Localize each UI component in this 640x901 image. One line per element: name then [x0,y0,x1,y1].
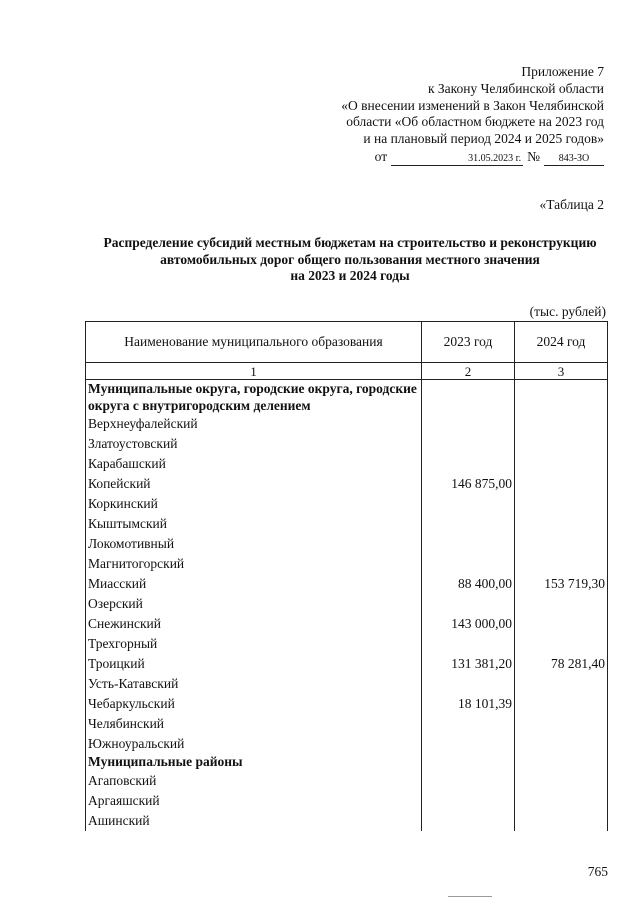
table-cell [422,754,515,771]
municipality-name: Усть-Катавский [86,674,422,694]
table-row [86,654,608,674]
group-heading: Муниципальные районы [86,754,422,771]
header-2024: 2024 год [515,322,608,363]
municipality-name: Снежинский [86,614,422,634]
municipality-name: Трехгорный [86,634,422,654]
table-row [86,534,608,554]
value-2023: 88 400,00 [422,574,515,594]
municipality-name: Озерский [86,594,422,614]
value-2023 [422,634,515,654]
value-2023 [422,811,515,831]
table-row [86,494,608,514]
table-row [86,811,608,831]
table-row [86,454,608,474]
value-2024 [515,771,608,791]
value-2024 [515,694,608,714]
value-2024 [515,474,608,494]
municipality-name: Миасский [86,574,422,594]
value-2023: 18 101,39 [422,694,515,714]
table-label: «Таблица 2 [539,197,604,212]
law-number: 843-ЗО [544,153,604,166]
table-row [86,674,608,694]
value-2024 [515,714,608,734]
value-2024 [515,414,608,434]
value-2023 [422,534,515,554]
number-label: № [527,148,540,164]
value-2024 [515,674,608,694]
municipality-name: Агаповский [86,771,422,791]
municipality-name: Карабашский [86,454,422,474]
value-2023 [422,454,515,474]
value-2024 [515,634,608,654]
document-title [0,235,640,285]
municipality-name: Магнитогорский [86,554,422,574]
municipality-name: Коркинский [86,494,422,514]
value-2023 [422,494,515,514]
table-row [86,714,608,734]
title-line: автомобильных дорог общего пользования местного значения [160,251,540,267]
title-line: Распределение субсидий местным бюджетам на строительство и реконструкцию [103,235,597,250]
value-2023 [422,771,515,791]
group-heading: Муниципальные округа, городские округа, городские округа с внутригородским делением [86,380,422,415]
scan-artifact [448,896,492,897]
column-number: 3 [515,363,608,380]
page-number: 765 [587,864,608,879]
value-2023: 131 381,20 [422,654,515,674]
law-date-number [341,149,604,166]
header-name: Наименование муниципального образования [86,322,422,363]
municipality-name: Челябинский [86,714,422,734]
value-2023 [422,594,515,614]
municipality-name: Кыштымский [86,514,422,534]
value-2024 [515,811,608,831]
municipality-name: Златоустовский [86,434,422,454]
value-2023 [422,554,515,574]
table-row [86,614,608,634]
value-2023 [422,734,515,754]
table-row [86,414,608,434]
table-row [86,634,608,654]
value-2023 [422,514,515,534]
municipality-name: Южноуральский [86,734,422,754]
table-row [86,474,608,494]
table-row [86,734,608,754]
value-2023: 146 875,00 [422,474,515,494]
law-date: 31.05.2023 г. [391,153,523,166]
title-line: на 2023 и 2024 годы [290,268,410,283]
value-2024 [515,514,608,534]
table-row [86,791,608,811]
column-number: 1 [86,363,422,380]
header-line: и на плановый период 2024 и 2025 годов» [363,131,604,147]
units-label: (тыс. рублей) [529,304,606,319]
table-row [86,694,608,714]
subsidy-table [85,321,607,831]
table-row [86,594,608,614]
column-number: 2 [422,363,515,380]
value-2024 [515,494,608,514]
header-line: Приложение 7 [521,64,604,79]
table-cell [515,380,608,415]
header-line: «О внесении изменений в Закон Челябинской [341,97,604,113]
value-2023 [422,674,515,694]
table-cell [515,754,608,771]
value-2024 [515,534,608,554]
value-2024 [515,554,608,574]
table-header-row [86,322,608,363]
header-line: к Закону Челябинской области [427,80,604,96]
value-2023: 143 000,00 [422,614,515,634]
municipality-name: Аргаяшский [86,791,422,811]
value-2024: 153 719,30 [515,574,608,594]
value-2023 [422,714,515,734]
value-2024 [515,734,608,754]
value-2023 [422,791,515,811]
table-body [86,380,608,831]
municipality-name: Локомотивный [86,534,422,554]
municipality-name: Верхнеуфалейский [86,414,422,434]
municipality-name: Ашинский [86,811,422,831]
value-2023 [422,414,515,434]
table-row [86,554,608,574]
column-number-row [86,363,608,380]
value-2024 [515,614,608,634]
value-2024 [515,454,608,474]
value-2024 [515,791,608,811]
value-2024 [515,594,608,614]
municipality-name: Копейский [86,474,422,494]
group-row [86,754,608,771]
municipality-name: Троицкий [86,654,422,674]
group-row [86,380,608,415]
table-row [86,434,608,454]
table-row [86,771,608,791]
table-cell [422,380,515,415]
value-2024: 78 281,40 [515,654,608,674]
value-2023 [422,434,515,454]
header-line: области «Об областном бюджете на 2023 год [346,114,604,130]
municipality-name: Чебаркульский [86,694,422,714]
from-label: от [374,148,388,164]
table-row [86,514,608,534]
header-2023: 2023 год [422,322,515,363]
appendix-header [341,64,604,166]
value-2024 [515,434,608,454]
table-row [86,574,608,594]
